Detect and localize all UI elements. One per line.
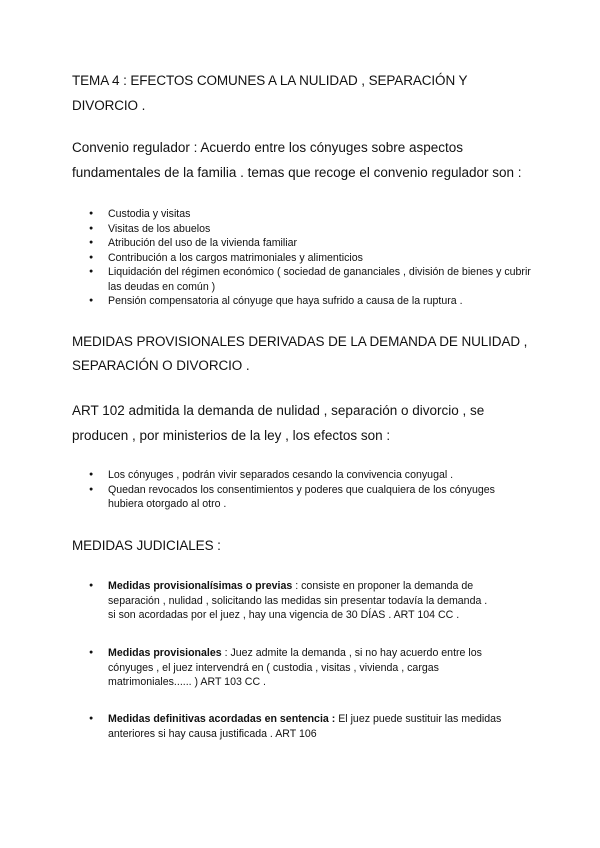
- list-item: ● Quedan revocados los consentimientos y poderes que cualquiera de los cónyuges hubiera otorgado al otro .: [72, 483, 532, 512]
- judicial-item-text: : consiste en proponer la demanda de: [292, 580, 474, 592]
- judicial-item-text: separación , nulidad , solicitando las medidas sin presentar todavía la demanda .: [108, 594, 488, 607]
- judicial-list: [72, 712, 532, 741]
- page-title: [72, 70, 532, 117]
- judicial-item-title: Medidas provisionales: [108, 647, 222, 659]
- list-item: ● Liquidación del régimen económico ( sociedad de gananciales , división de bienes y cubrir las deudas en común ): [72, 265, 532, 294]
- judicial-item-text: anteriores si hay causa justificada . ART 106: [108, 727, 317, 740]
- list-item: [72, 646, 532, 690]
- list-item: ● Pensión compensatoria al cónyuge que haya sufrido a causa de la ruptura .: [72, 294, 532, 309]
- list-item: ● Custodia y visitas: [72, 207, 532, 222]
- art102-line-2: producen , por ministerios de la ley , los efectos son :: [72, 428, 391, 443]
- page-title-line-1: TEMA 4 : EFECTOS COMUNES A LA NULIDAD , SEPARACIÓN Y: [72, 73, 468, 88]
- judicial-item-text: El juez puede sustituir las medidas: [335, 713, 502, 725]
- page-title-line-2: DIVORCIO .: [72, 98, 146, 113]
- judicial-item-title: Medidas definitivas acordadas en sentencia :: [108, 713, 336, 725]
- list-item: [72, 579, 532, 623]
- medidas-judiciales-heading: MEDIDAS JUDICIALES :: [72, 538, 221, 553]
- list-item: [72, 712, 532, 741]
- medidas-provisionales-line-2: SEPARACIÓN O DIVORCIO .: [72, 358, 250, 373]
- judicial-list: [72, 646, 532, 690]
- list-item: ● Contribución a los cargos matrimoniales y alimenticios: [72, 251, 532, 266]
- judicial-item-text: : Juez admite la demanda , si no hay acuerdo entre los: [221, 647, 482, 659]
- medidas-provisionales-line-1: MEDIDAS PROVISIONALES DERIVADAS DE LA DEMANDA DE NULIDAD ,: [72, 334, 528, 349]
- judicial-item-text: matrimoniales...... ) ART 103 CC .: [108, 676, 266, 688]
- list-item: ● Los cónyuges , podrán vivir separados cesando la convivencia conyugal .: [72, 468, 532, 483]
- art102-line-1: ART 102 admitida la demanda de nulidad , separación o divorcio , se: [72, 403, 485, 418]
- convenio-line-2: fundamentales de la familia . temas que recoge el convenio regulador son :: [72, 165, 522, 180]
- convenio-paragraph: [72, 135, 542, 185]
- art102-paragraph: [72, 398, 542, 448]
- judicial-list: [72, 579, 532, 623]
- judicial-item-text: si son acordadas por el juez , hay una vigencia de 30 DÍAS . ART 104 CC .: [108, 609, 460, 621]
- judicial-item-text: cónyuges , el juez intervendrá en ( custodia , visitas , vivienda , cargas: [108, 661, 439, 674]
- medidas-provisionales-heading: [72, 331, 532, 377]
- convenio-list: [72, 207, 532, 309]
- judicial-item-title: Medidas provisionalísimas o previas: [108, 580, 293, 592]
- list-item: ● Visitas de los abuelos: [72, 222, 532, 237]
- art102-list: [72, 468, 532, 512]
- list-item: ● Atribución del uso de la vivienda familiar: [72, 236, 532, 251]
- convenio-line-1: Convenio regulador : Acuerdo entre los cónyuges sobre aspectos: [72, 140, 463, 155]
